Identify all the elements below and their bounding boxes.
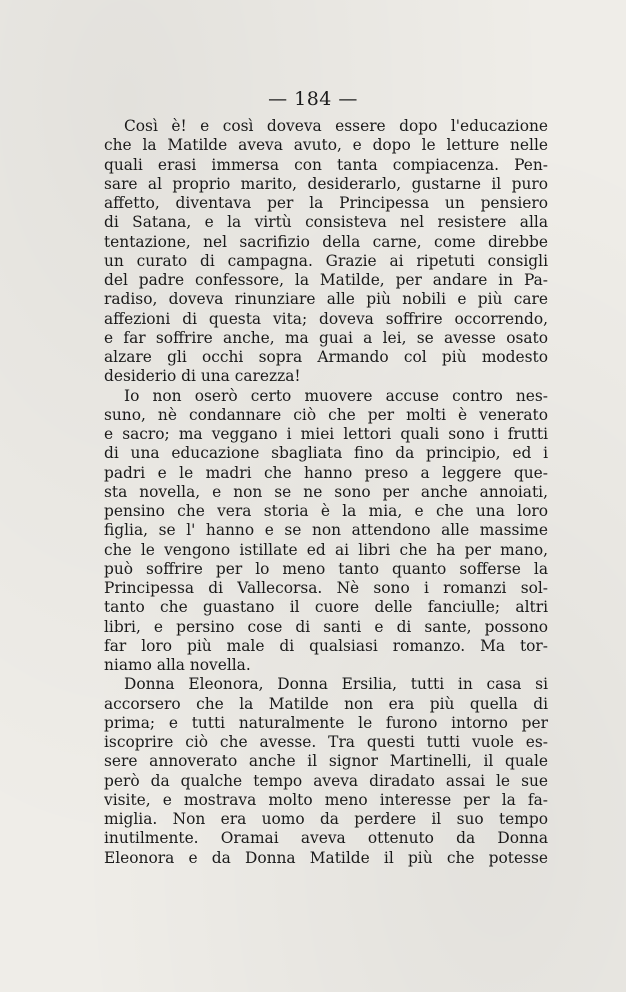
text-line: affezioni di questa vita; doveva soffrire occorrendo, <box>104 309 548 328</box>
text-line: sere annoverato anche il signor Martinelli, il quale <box>104 752 548 771</box>
text-line: desiderio di una carezza! <box>104 367 301 386</box>
body-text <box>104 117 548 868</box>
text-line: e far soffrire anche, ma guai a lei, se avesse osato <box>104 328 548 347</box>
text-line: sare al proprio marito, desiderarlo, gustarne il puro <box>104 174 548 193</box>
text-line: Eleonora e da Donna Matilde il più che potesse <box>104 848 548 867</box>
text-line: però da qualche tempo aveva diradato assai le sue <box>104 771 548 790</box>
text-line: inutilmente. Oramai aveva ottenuto da Donna <box>104 829 548 848</box>
text-line: prima; e tutti naturalmente le furono intorno per <box>104 713 548 732</box>
text-line: affetto, diventava per la Principessa un pensiero <box>104 194 548 212</box>
text-line: del padre confessore, la Matilde, per andare in Pa- <box>104 271 548 289</box>
text-line: e sacro; ma veggano i miei lettori quali sono i frutti <box>104 425 548 443</box>
text-line: accorsero che la Matilde non era più quella di <box>104 694 548 713</box>
text-line: che la Matilde aveva avuto, e dopo le letture nelle <box>104 136 548 155</box>
text-line: libri, e persino cose di santi e di sante, possono <box>104 617 548 636</box>
text-line: padri e le madri che hanno preso a leggere que- <box>104 463 548 482</box>
text-line: Donna Eleonora, Donna Ersilia, tutti in casa si <box>124 675 548 694</box>
text-line: niamo alla novella. <box>104 656 251 674</box>
text-line: Così è! e così doveva essere dopo l'educazione <box>124 117 548 135</box>
text-line: può soffrire per lo meno tanto quanto sofferse la <box>104 559 548 578</box>
text-line: quali erasi immersa con tanta compiacenza. Pen- <box>104 155 548 174</box>
text-line: di Satana, e la virtù consisteva nel resistere alla <box>104 213 548 232</box>
text-line: radiso, doveva rinunziare alle più nobili e più care <box>104 290 548 309</box>
text-line: tentazione, nel sacrifizio della carne, come direbbe <box>104 232 548 251</box>
text-line: figlia, se l' hanno e se non attendono alle massime <box>104 521 548 540</box>
text-line: un curato di campagna. Grazie ai ripetuti consigli <box>104 251 548 270</box>
text-line: Io non oserò certo muovere accuse contro nes- <box>124 386 548 405</box>
text-line: tanto che guastano il cuore delle fanciulle; altri <box>104 598 548 617</box>
text-line: visite, e mostrava molto meno interesse per la fa- <box>104 790 548 809</box>
text-line: sta novella, e non se ne sono per anche annoiati, <box>104 482 548 501</box>
text-line: Principessa di Vallecorsa. Nè sono i romanzi sol- <box>104 579 548 597</box>
text-line: miglia. Non era uomo da perdere il suo tempo <box>104 810 548 828</box>
text-line: iscoprire ciò che avesse. Tra questi tutti vuole es- <box>104 733 548 751</box>
page-number: — 184 — <box>268 88 358 110</box>
text-line: alzare gli occhi sopra Armando col più modesto <box>104 348 548 366</box>
text-line: di una educazione sbagliata fino da principio, ed i <box>104 444 548 463</box>
text-line: suno, nè condannare ciò che per molti è venerato <box>104 405 548 424</box>
text-line: pensino che vera storia è la mia, e che una loro <box>104 502 548 520</box>
text-line: far loro più male di qualsiasi romanzo. Ma tor- <box>104 636 548 655</box>
text-line: che le vengono istillate ed ai libri che ha per mano, <box>104 540 548 559</box>
